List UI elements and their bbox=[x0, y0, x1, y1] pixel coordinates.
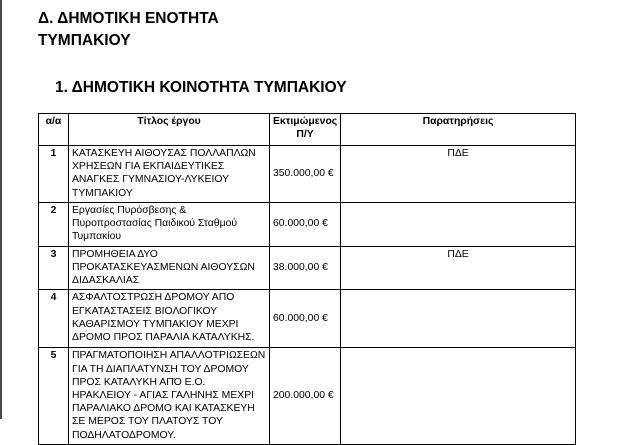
project-notes: ΠΔΕ bbox=[341, 246, 576, 290]
project-notes bbox=[341, 290, 576, 348]
table-row bbox=[39, 246, 576, 290]
section-heading bbox=[38, 8, 338, 52]
subsection-heading: 1. ΔΗΜΟΤΙΚΗ ΚΟΙΝΟΤΗΤΑ ΤΥΜΠΑΚΙΟΥ bbox=[55, 79, 347, 96]
project-notes bbox=[341, 348, 576, 444]
row-number: 2 bbox=[39, 202, 69, 246]
row-number: 4 bbox=[39, 290, 69, 348]
project-title: ΑΣΦΑΛΤΟΣΤΡΩΣΗ ΔΡΟΜΟΥ ΑΠΟ ΕΓΚΑΤΑΣΤΑΣΕΙΣ ΒΙΟΛΟΓΙΚΟΥ ΚΑΘΑΡΙΣΜΟΥ ΤΥΜΠΑΚΙΟΥ ΜΕΧΡΙ ΔΡΟΜΟ ΠΡΟΣ ΠΑΡΑΛΙΑ ΚΑΤΑΛΥΚΗΣ. bbox=[69, 290, 270, 348]
section-heading-line-2: ΤΥΜΠΑΚΙΟΥ bbox=[38, 32, 131, 49]
table-row bbox=[39, 348, 576, 444]
row-number: 1 bbox=[39, 146, 69, 203]
project-notes: ΠΔΕ bbox=[341, 146, 576, 203]
project-notes bbox=[341, 202, 576, 246]
header-notes: Παρατηρήσεις bbox=[341, 114, 576, 146]
table-row bbox=[39, 146, 576, 203]
row-number: 3 bbox=[39, 246, 69, 290]
project-budget: 38.000,00 € bbox=[270, 246, 341, 290]
row-number: 5 bbox=[39, 348, 69, 444]
project-budget: 60.000,00 € bbox=[270, 202, 341, 246]
project-budget: 200.000,00 € bbox=[270, 348, 341, 444]
header-estimated-budget: Εκτιμώμενος Π/Υ bbox=[270, 114, 341, 146]
projects-table bbox=[38, 113, 576, 445]
page-edge-rule bbox=[0, 0, 2, 419]
section-heading-line-1: Δ. ΔΗΜΟΤΙΚΗ ΕΝΟΤΗΤΑ bbox=[38, 10, 219, 27]
header-number: α/α bbox=[39, 114, 69, 146]
project-title: Εργασίες Πυρόσβεσης & Πυροπροστασίας Παιδικού Σταθμού Τυμπακίου bbox=[69, 202, 270, 246]
header-project-title: Τίτλος έργου bbox=[69, 114, 270, 146]
project-budget: 60.000,00 € bbox=[270, 290, 341, 348]
table-header-row bbox=[39, 114, 576, 146]
project-title: ΠΡΟΜΗΘΕΙΑ ΔΥΟ ΠΡΟΚΑΤΑΣΚΕΥΑΣΜΕΝΩΝ ΑΙΘΟΥΣΩΝ ΔΙΔΑΣΚΑΛΙΑΣ bbox=[69, 246, 270, 290]
project-title: ΚΑΤΑΣΚΕΥΗ ΑΙΘΟΥΣΑΣ ΠΟΛΛΑΠΛΩΝ ΧΡΗΣΕΩΝ ΓΙΑ ΕΚΠΑΙΔΕΥΤΙΚΕΣ ΑΝΑΓΚΕΣ ΓΥΜΝΑΣΙΟΥ-ΛΥΚΕΙΟΥ ΤΥΜΠΑΚΙΟΥ bbox=[69, 146, 270, 203]
project-budget: 350.000,00 € bbox=[270, 146, 341, 203]
table-row bbox=[39, 290, 576, 348]
table-row bbox=[39, 202, 576, 246]
project-title: ΠΡΑΓΜΑΤΟΠΟΙΗΣΗ ΑΠΑΛΛΟΤΡΙΩΣΕΩΝ ΓΙΑ ΤΗ ΔΙΑΠΛΑΤΥΝΣΗ ΤΟΥ ΔΡΟΜΟΥ ΠΡΟΣ ΚΑΤΑΛΥΚΗ ΑΠΌ Ε.Ο. ΗΡΑΚΛΕΙΟΥ - ΑΓΙΑΣ ΓΑΛΗΝΗΣ ΜΕΧΡΙ ΠΑΡΑΛΙΑΚΟ ΔΡΟΜΟ ΚΑΙ ΚΑΤΑΣΚΕΥΗ ΣΕ ΜΕΡΟΣ ΤΟΥ ΠΛΑΤΟΥΣ ΤΟΥ ΠΟΔΗΛΑΤΟΔΡΟΜΟΥ. bbox=[69, 348, 270, 444]
